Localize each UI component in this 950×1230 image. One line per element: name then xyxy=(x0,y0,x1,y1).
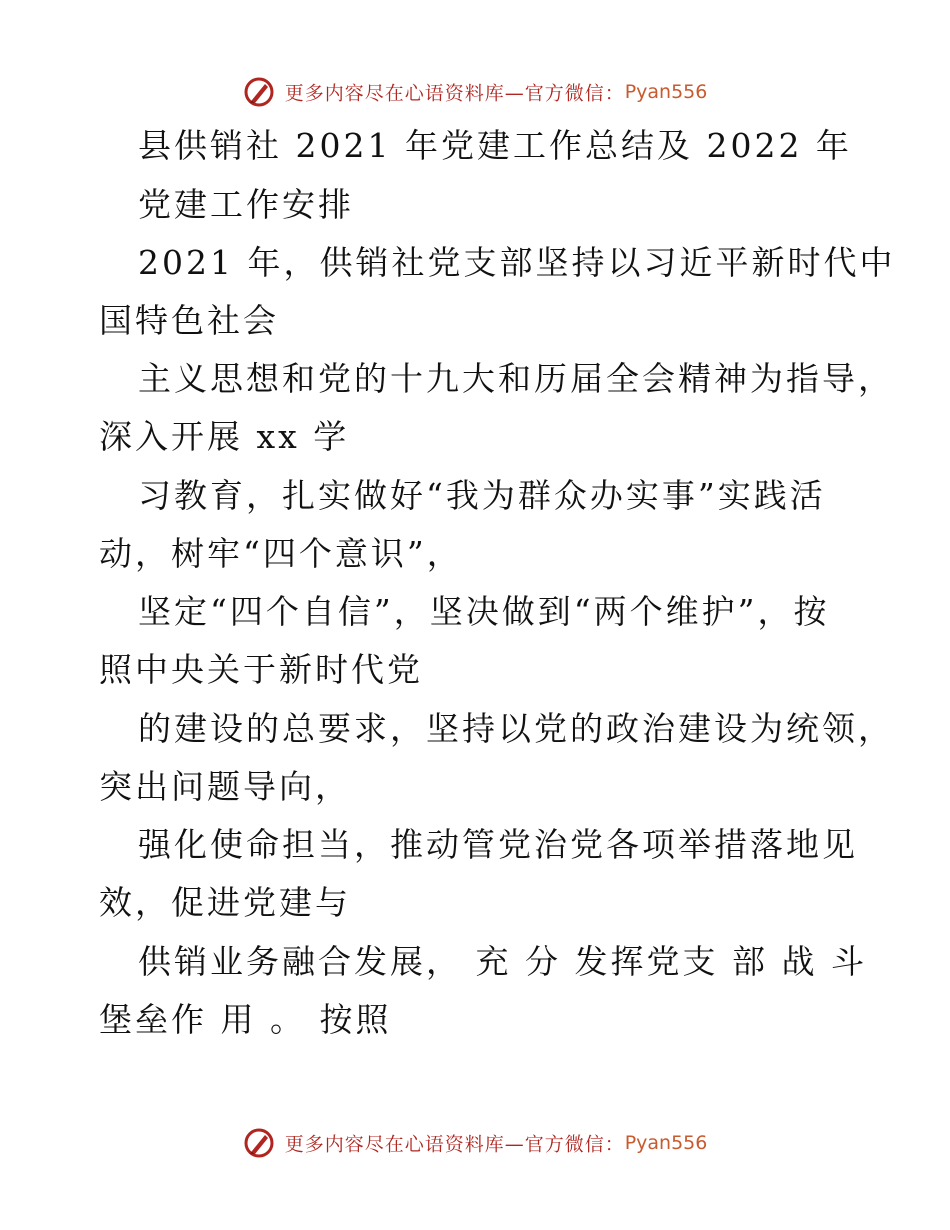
doc-body-line: 突出问题导向， xyxy=(99,767,351,806)
doc-body-line: 强化使命担当，推动管党治党各项举措落地见 xyxy=(138,825,858,864)
doc-body-line: 坚定“四个自信”，坚决做到“两个维护”，按 xyxy=(138,592,830,631)
header-watermark xyxy=(0,76,950,108)
doc-body-line: 堡垒作 用 。 按照 xyxy=(99,1000,392,1039)
doc-body-line: 效，促进党建与 xyxy=(99,883,351,922)
doc-body-line: 2021 年，供销社党支部坚持以习近平新时代中 xyxy=(138,243,896,282)
watermark-text: 更多内容尽在心语资料库—官方微信： xyxy=(284,1133,625,1156)
doc-body-line: 主义思想和党的十九大和历届全会精神为指导， xyxy=(138,359,894,398)
pen-logo-icon xyxy=(243,76,275,108)
doc-body-line: 习教育，扎实做好“我为群众办实事”实践活 xyxy=(138,476,826,515)
doc-body-line: 供销业务融合发展， 充 分 发挥党支 部 战 斗 xyxy=(138,942,867,981)
doc-body-line: 深入开展 xx 学 xyxy=(99,417,350,456)
doc-title-line-1: 县供销社 2021 年党建工作总结及 2022 年 xyxy=(138,126,852,165)
watermark-wechat-id: Pyan556 xyxy=(624,1132,708,1154)
doc-title-line-2: 党建工作安排 xyxy=(138,185,354,224)
watermark-text: 更多内容尽在心语资料库—官方微信： xyxy=(284,82,625,105)
doc-body-line: 国特色社会 xyxy=(99,301,279,340)
watermark-wechat-id: Pyan556 xyxy=(624,81,708,103)
doc-body-line: 的建设的总要求，坚持以党的政治建设为统领， xyxy=(138,709,894,748)
doc-body-line: 照中央关于新时代党 xyxy=(99,650,423,689)
doc-body-line: 动，树牢“四个意识”， xyxy=(99,534,463,573)
footer-watermark xyxy=(0,1127,950,1159)
pen-logo-icon xyxy=(243,1127,275,1159)
